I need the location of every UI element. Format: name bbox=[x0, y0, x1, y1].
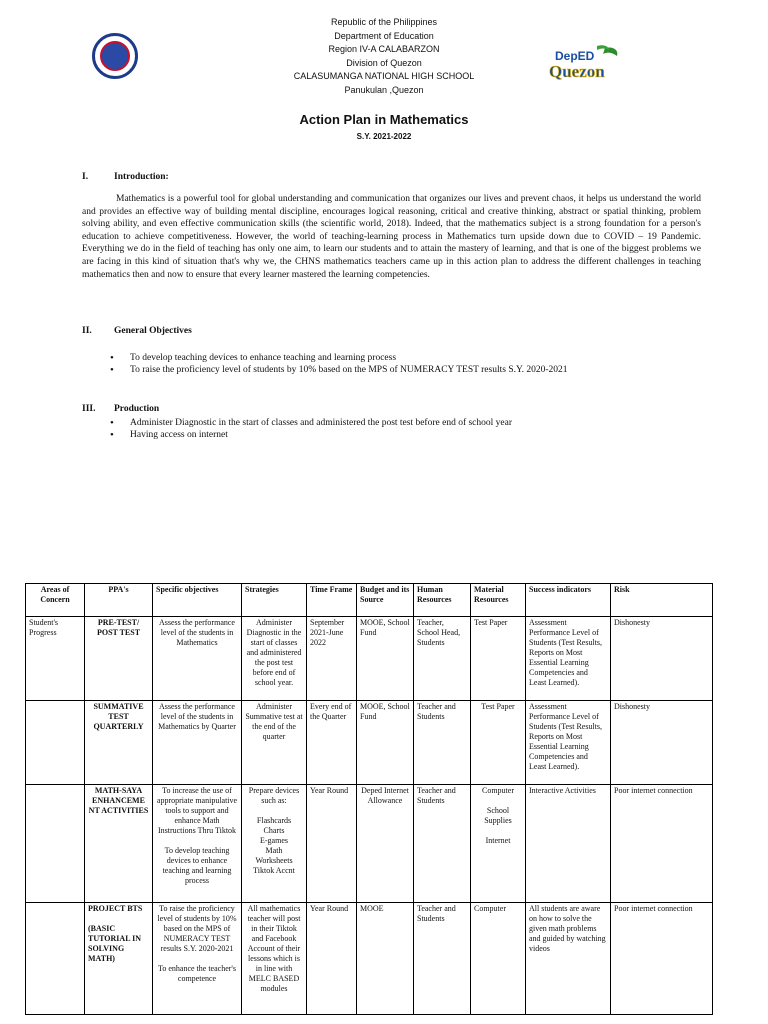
header-line: Republic of the Philippines bbox=[330, 17, 438, 27]
cell-success-indicators: Interactive Activities bbox=[526, 785, 611, 903]
cell-success-indicators: All students are aware on how to solve the given math problems and guided by watching videos bbox=[526, 903, 611, 1015]
cell-area: Student's Progress bbox=[26, 617, 85, 701]
cell-success-indicators: Assessment Performance Level of Students (Test Results, Reports on Most Essential Learning Competencies and Least Learned). bbox=[526, 701, 611, 785]
cell-material-resources: Test Paper bbox=[471, 701, 526, 785]
column-header: Human Resources bbox=[414, 584, 471, 617]
section-number: I. bbox=[82, 172, 89, 182]
header-line: Region IV-A CALABARZON bbox=[328, 44, 440, 55]
cell-human-resources: Teacher and Students bbox=[414, 903, 471, 1015]
cell-material-resources: Computer bbox=[471, 903, 526, 1015]
letterhead bbox=[0, 16, 768, 98]
column-header: Areas of Concern bbox=[26, 584, 85, 617]
cell-time-frame: September 2021-June 2022 bbox=[307, 617, 357, 701]
header-line: Department of Education bbox=[334, 30, 434, 41]
column-header: Success indicators bbox=[526, 584, 611, 617]
section-heading-objectives bbox=[82, 326, 192, 336]
cell-time-frame: Year Round bbox=[307, 903, 357, 1015]
cell-objectives: Assess the performance level of the students in Mathematics by Quarter bbox=[153, 701, 242, 785]
cell-material-resources: Computer School Supplies Internet bbox=[471, 785, 526, 903]
cell-human-resources: Teacher and Students bbox=[414, 701, 471, 785]
section-title: Introduction: bbox=[114, 172, 169, 182]
cell-time-frame: Every end of the Quarter bbox=[307, 701, 357, 785]
cell-strategies: Prepare devices such as: Flashcards Charts E-games Math Worksheets Tiktok Accnt bbox=[242, 785, 307, 903]
cell-budget: MOOE, School Fund bbox=[357, 701, 414, 785]
deped-quezon-logo bbox=[547, 44, 621, 82]
cell-area bbox=[26, 701, 85, 785]
production-list bbox=[110, 418, 512, 440]
column-header: Budget and its Source bbox=[357, 584, 414, 617]
objectives-list bbox=[110, 353, 568, 375]
header-line: Panukulan ,Quezon bbox=[344, 84, 424, 95]
cell-area bbox=[26, 903, 85, 1015]
cell-human-resources: Teacher, School Head, Students bbox=[414, 617, 471, 701]
cell-ppa: PRE-TEST/ POST TEST bbox=[85, 617, 153, 701]
school-year: S.Y. 2021-2022 bbox=[356, 132, 412, 141]
list-item: • To develop teaching devices to enhance teaching and learning process bbox=[110, 353, 568, 363]
cell-risk: Poor internet connection bbox=[611, 903, 713, 1015]
section-title: General Objectives bbox=[114, 326, 192, 336]
cell-strategies: Administer Summative test at the end of the quarter bbox=[242, 701, 307, 785]
logo-text-quezon: Quezon bbox=[549, 62, 605, 81]
column-header: Strategies bbox=[242, 584, 307, 617]
cell-risk: Poor internet connection bbox=[611, 785, 713, 903]
table-row bbox=[26, 785, 713, 903]
column-header: Material Resources bbox=[471, 584, 526, 617]
header-line: CALASUMANGA NATIONAL HIGH SCHOOL bbox=[293, 71, 475, 82]
table-row bbox=[26, 617, 713, 701]
section-heading-introduction bbox=[82, 172, 169, 182]
table-row bbox=[26, 701, 713, 785]
cell-objectives: To raise the proficiency level of students by 10% based on the MPS of NUMERACY TEST results S.Y. 2020-2021 To enhance the teacher's competence bbox=[153, 903, 242, 1015]
cell-objectives: To increase the use of appropriate manipulative tools to support and enhance Math Instructions Thru Tiktok To develop teaching devices to enhance teaching and learning process bbox=[153, 785, 242, 903]
cell-strategies: Administer Diagnostic in the start of classes and administered the post test before end of school year. bbox=[242, 617, 307, 701]
cell-area bbox=[26, 785, 85, 903]
cell-objectives: Assess the performance level of the students in Mathematics bbox=[153, 617, 242, 701]
list-item: • To raise the proficiency level of students by 10% based on the MPS of NUMERACY TEST results S.Y. 2020-2021 bbox=[110, 365, 568, 375]
cell-strategies: All mathematics teacher will post in their Tiktok and Facebook Account of their lessons which is in line with MELC BASED modules bbox=[242, 903, 307, 1015]
section-number: III. bbox=[82, 404, 96, 414]
cell-success-indicators: Assessment Performance Level of Students (Test Results, Reports on Most Essential Learning Competencies and Least Learned). bbox=[526, 617, 611, 701]
section-heading-production bbox=[82, 404, 159, 414]
cell-time-frame: Year Round bbox=[307, 785, 357, 903]
cell-budget: MOOE, School Fund bbox=[357, 617, 414, 701]
column-header: Time Frame bbox=[307, 584, 357, 617]
table-header-row bbox=[26, 584, 713, 617]
cell-human-resources: Teacher and Students bbox=[414, 785, 471, 903]
cell-material-resources: Test Paper bbox=[471, 617, 526, 701]
header-line: Division of Quezon bbox=[346, 57, 422, 68]
table-row bbox=[26, 903, 713, 1015]
logo-text-deped: DepED bbox=[555, 49, 595, 63]
cell-risk: Dishonesty bbox=[611, 617, 713, 701]
list-item: • Administer Diagnostic in the start of classes and administered the post test before end of school year bbox=[110, 418, 512, 428]
cell-budget: MOOE bbox=[357, 903, 414, 1015]
column-header: Specific objectives bbox=[153, 584, 242, 617]
cell-risk: Dishonesty bbox=[611, 701, 713, 785]
column-header: PPA's bbox=[85, 584, 153, 617]
section-title: Production bbox=[114, 404, 160, 414]
cell-ppa: PROJECT BTS (BASIC TUTORIAL IN SOLVING MATH) bbox=[85, 903, 153, 1015]
cell-ppa: SUMMATIVE TEST QUARTERLY bbox=[85, 701, 153, 785]
action-plan-table bbox=[25, 583, 713, 1015]
column-header: Risk bbox=[611, 584, 713, 617]
introduction-paragraph: Mathematics is a powerful tool for global understanding and communication that organizes our lives and prevent chaos, it helps us understand the world and provides an effective way of building mental discipline, encourages logical reasoning, critical and creative thinking, abstract or spatial thinking, problem solving ability, and even effective communication skills (the scientific world, 2018). Indeed, that the mathematics subject is a strong foundation for a person's education to achieve competitiveness. However, the world of teaching-learning process in Mathematics turn upside down due to COVID – 19 Pandemic. Everything we do in the field of teaching has only one aim, to learn our students and to attain the mastery of learning, and that is one of the biggest problems we are facing in this kind of situation that's why we, the CHNS mathematics teachers came up in this action plan to address the different challenges in teaching mathematics then and now to ensure that every learner mastered the learning competencies. bbox=[82, 194, 701, 280]
document-title: Action Plan in Mathematics bbox=[299, 112, 469, 127]
list-item: • Having access on internet bbox=[110, 430, 512, 440]
cell-budget: Deped Internet Allowance bbox=[357, 785, 414, 903]
section-number: II. bbox=[82, 326, 92, 336]
cell-ppa: MATH-SAYA ENHANCEME NT ACTIVITIES bbox=[85, 785, 153, 903]
